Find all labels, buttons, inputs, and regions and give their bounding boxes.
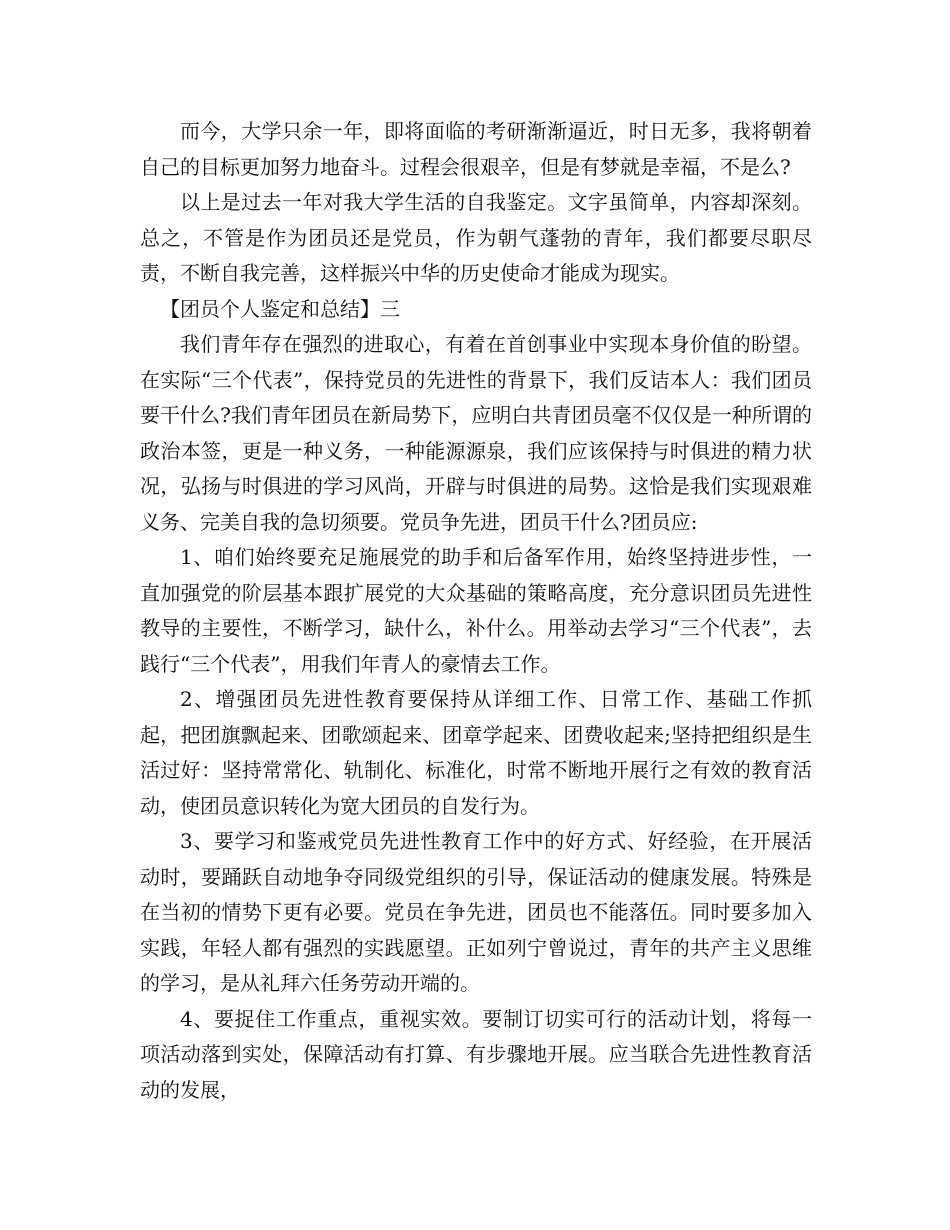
list-item-paragraph: 4、要捉住工作重点，重视实效。要制订切实可行的活动计划，将每一项活动落到实处，保障活动有打算、有步骤地开展。应当联合先进性教育活动的发展， (140, 1006, 812, 1102)
list-item-paragraph: 3、要学习和鉴戒党员先进性教育工作中的好方式、好经验，在开展活动时，要踊跃自动地争夺同级党组织的引导，保证活动的健康发展。特殊是在当初的情势下更有必要。党员在争先进，团员也不能落伍。同时要多加入实践，年轻人都有强烈的实践愿望。正如列宁曾说过，青年的共产主义思维的学习，是从礼拜六任务劳动开端的。 (140, 829, 812, 995)
section-heading: 【团员个人鉴定和总结】三 (160, 296, 400, 321)
document-body (140, 114, 812, 1108)
list-item-paragraph: 2、增强团员先进性教育要保持从详细工作、日常工作、基础工作抓起，把团旗飘起来、团歌颂起来、团章学起来、团费收起来;坚持把组织是生活过好：坚持常常化、轨制化、标准化，时常不断地开展行之有效的教育活动，使团员意识转化为宽大团员的自发行为。 (140, 687, 812, 818)
list-item-paragraph: 1、咱们始终要充足施展党的助手和后备军作用，始终坚持进步性，一直加强党的阶层基本跟扩展党的大众基础的策略高度，充分意识团员先进性教导的主要性，不断学习，缺什么，补什么。用举动去学习“三个代表”，去践行“三个代表”，用我们年青人的豪情去工作。 (140, 545, 812, 676)
paragraph: 我们青年存在强烈的进取心，有着在首创事业中实现本身价值的盼望。在实际“三个代表”，保持党员的先进性的背景下，我们反诘本人：我们团员要干什么?我们青年团员在新局势下，应明白共青团员毫不仅仅是一种所谓的政治本签，更是一种义务，一种能源源泉，我们应该保持与时俱进的精力状况，弘扬与时俱进的学习风尚，开辟与时俱进的局势。这恰是我们实现艰难义务、完美自我的急切须要。党员争先进，团员干什么?团员应: (140, 332, 812, 534)
paragraph: 而今，大学只余一年，即将面临的考研渐渐逼近，时日无多，我将朝着自己的目标更加努力地奋斗。过程会很艰辛，但是有梦就是幸福，不是么? (140, 119, 812, 179)
paragraph: 以上是过去一年对我大学生活的自我鉴定。文字虽简单，内容却深刻。总之，不管是作为团员还是党员，作为朝气蓬勃的青年，我们都要尽职尽责，不断自我完善，这样振兴中华的历史使命才能成为现实。 (140, 190, 812, 285)
